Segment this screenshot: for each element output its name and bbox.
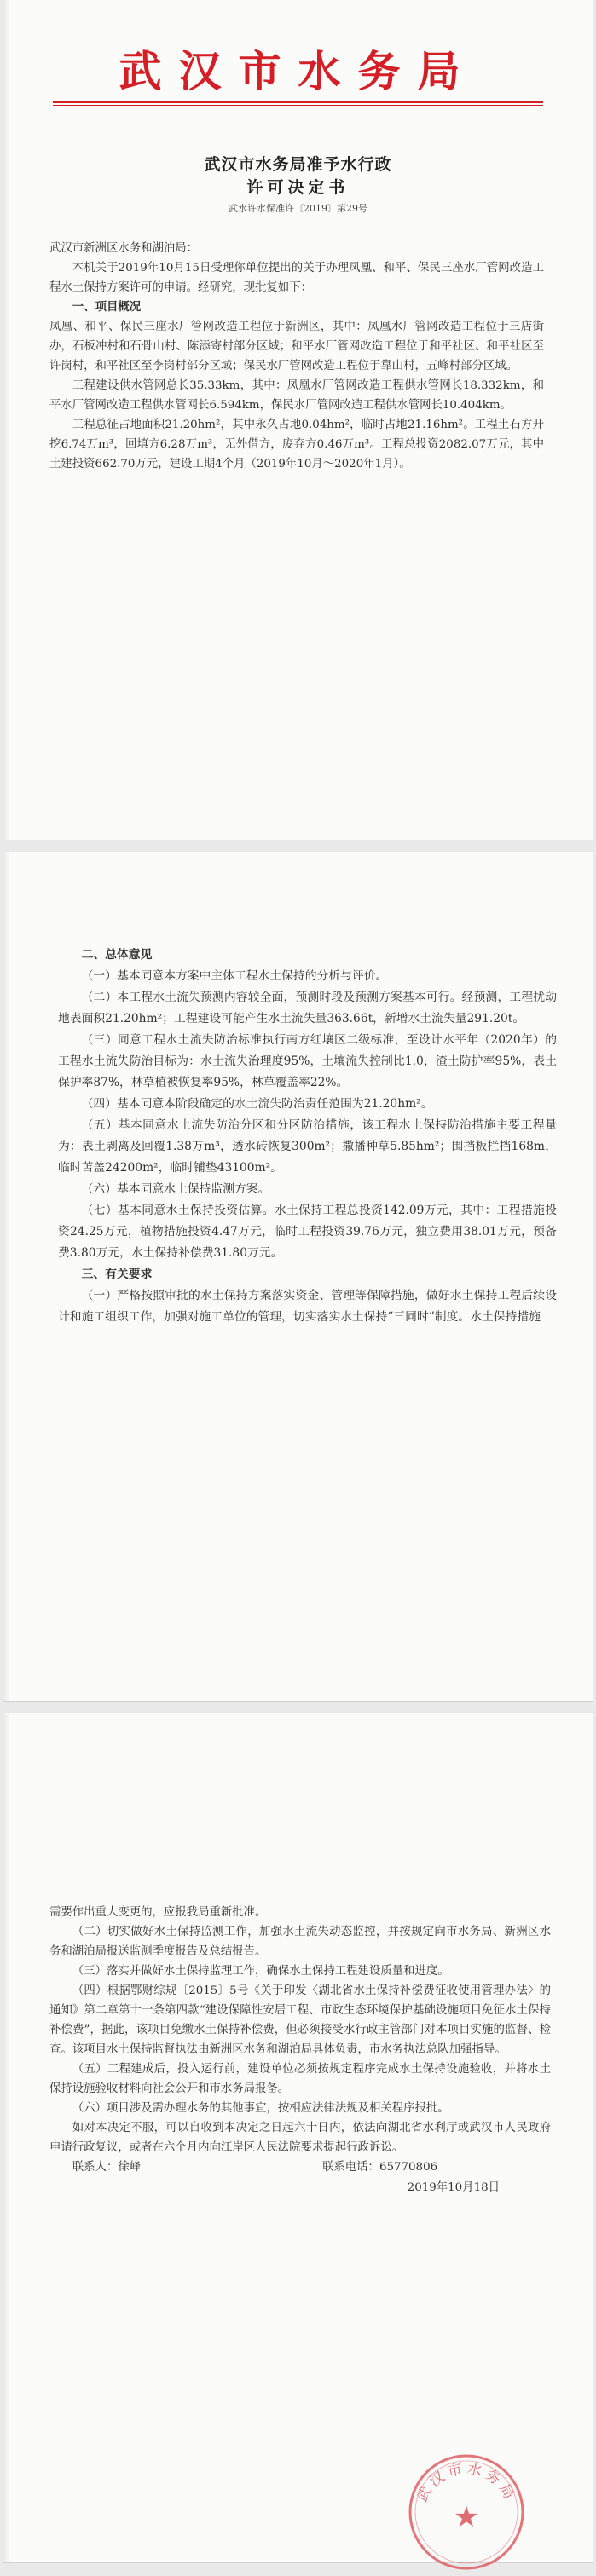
- document-title-line2: 许可决定书: [246, 178, 350, 197]
- paragraph: （七）基本同意水土保持投资估算。水土保持工程总投资142.09万元，其中：工程措施投资24.25万元，植物措施投资4.47万元，临时工程投资39.76万元，独立费用38.01万元，预备费3.80万元，水土保持补偿费31.80万元。: [58, 1204, 557, 1260]
- scan-edge-shadow: [3, 1713, 10, 2562]
- document-page-3: [3, 1713, 593, 2562]
- section-heading: 一、项目概况: [72, 300, 142, 314]
- paragraph: （三）同意工程水土流失防治标准执行南方红壤区二级标准，至设计水平年（2020年）的工程水土流失防治目标为：水土流失治理度95%，土壤流失控制比1.0，渣土防护率95%，表土保护率87%，林草植被恢复率95%，林草覆盖率22%。: [58, 1033, 557, 1089]
- svg-text:武汉市水务局: [414, 2460, 518, 2505]
- paragraph: 武汉市新洲区水务和湖泊局：: [49, 242, 199, 255]
- paragraph: （四）根据鄂财综规〔2015〕5号《关于印发〈湖北省水土保持补偿费征收使用管理办法〉的通知》第二章第十一条第四款“建设保障性安居工程、市政生态环境保护基础设施项目免征水土保持补偿费”，据此，该项目免缴水土保持补偿费，但必须接受水行政主管部门对本项目实施的监督、检查。该项目水土保持监督执法由新洲区水务和湖泊局具体负责，市水务执法总队加强指导。: [49, 1984, 551, 2056]
- issue-date: 2019年10月18日: [407, 2181, 500, 2194]
- paragraph: 工程总征占地面积21.20hm²，其中永久占地0.04hm²，临时占地21.16hm²。工程土石方开挖6.74万m³，回填方6.28万m³，无外借方，废弃方0.46万m³。工程总投资2082.07万元，其中土建投资662.70万元，建设工期4个月（2019年10月～2020年1月）。: [49, 419, 544, 471]
- paragraph: （四）基本同意本阶段确定的水土流失防治责任范围为21.20hm²。: [81, 1097, 433, 1111]
- page3-paragraphs: [49, 1903, 551, 2157]
- scan-edge-shadow: [3, 852, 10, 1701]
- red-rule-thin: [53, 105, 543, 106]
- paragraph: （六）项目涉及需办理水务的其他事宜，按相应法律法规及相关程序报批。: [72, 2102, 449, 2115]
- section-heading: 三、有关要求: [81, 1268, 153, 1281]
- document-title-line1: 武汉市水务局准予水行政: [204, 155, 392, 174]
- document-page-1: [3, 0, 593, 840]
- page2-body: [58, 944, 557, 1328]
- document-page-2: [3, 852, 593, 1701]
- seal-star-icon: ★: [453, 2500, 480, 2534]
- paragraph: 本机关于2019年10月15日受理你单位提出的关于办理凤凰、和平、保民三座水厂管网改造工程水土保持方案许可的申请。经研究，现批复如下：: [49, 262, 544, 294]
- contact-person: 联系人：徐峰: [72, 2161, 142, 2174]
- contact-phone: 联系电话：65770806: [322, 2161, 438, 2174]
- page1-body: [49, 239, 544, 474]
- paragraph: （二）切实做好水土保持监测工作，加强水土流失动态监控，并按规定向市水务局、新洲区水务和湖泊局报送监测季度报告及总结报告。: [49, 1926, 551, 1958]
- paragraph: （二）本工程水土流失预测内容较全面，预测时段及预测方案基本可行。经预测，工程扰动地表面积21.20hm²；工程建设可能产生水土流失量363.66t，新增水土流失量291.20t。: [58, 991, 557, 1025]
- paragraph: （三）落实并做好水土保持监理工作，确保水土保持工程建设质量和进度。: [72, 1965, 449, 1978]
- paragraph: （五）工程建成后，投入运行前，建设单位必须按规定程序完成水土保持设施验收，并将水土保持设施验收材料向社会公开和市水务局报备。: [49, 2063, 551, 2095]
- paragraph: 工程建设供水管网总长35.33km，其中：凤凰水厂管网改造工程供水管网长18.332km，和平水厂管网改造工程供水管网长6.594km，保民水厂管网改造工程供水管网长10.404km。: [49, 379, 544, 412]
- document-number: 武水许水保准许〔2019〕第29号: [229, 203, 367, 214]
- paragraph: 凤凰、和平、保民三座水厂管网改造工程位于新洲区，其中：凤凰水厂管网改造工程位于三店街办，石板冲村和石骨山村、陈添寄村部分区域；和平水厂管网改造工程位于和平社区、和平社区至许岗村，和平社区至李岗村部分区域；保民水厂管网改造工程位于靠山村，五峰村部分区域。: [49, 321, 544, 373]
- contact-row: [49, 2157, 551, 2178]
- paragraph: （一）严格按照审批的水土保持方案落实资金、管理等保障措施，做好水土保持工程后续设计和施工组织工作，加强对施工单位的管理，切实落实水土保持“三同时”制度。水土保持措施: [58, 1289, 557, 1324]
- paragraph: （六）基本同意水土保持监测方案。: [81, 1182, 270, 1196]
- org-banner: 武汉市水务局: [119, 46, 477, 96]
- paragraph: 需要作出重大变更的，应报我局重新批准。: [49, 1906, 267, 1919]
- section-heading: 二、总体意见: [81, 948, 153, 962]
- paragraph: （五）基本同意水土流失防治分区和分区防治措施，该工程水土保持防治措施主要工程量为：表土剥离及回覆1.38万m³，透水砖恢复300m²；撒播种草5.85hm²；围挡板拦挡168m，临时苫盖24200m²，临时铺垫43100m²。: [58, 1118, 557, 1175]
- official-seal: [402, 2448, 530, 2576]
- page3-body: [49, 1903, 551, 2198]
- seal-text: 武汉市水务局: [414, 2460, 519, 2505]
- scan-edge-shadow: [3, 0, 10, 840]
- paragraph: （一）基本同意本方案中主体工程水土保持的分析与评价。: [81, 969, 388, 983]
- red-rule-thick: [53, 101, 543, 103]
- paragraph: 如对本决定不服，可以自收到本决定之日起六十日内，依法向湖北省水利厅或武汉市人民政府申请行政复议，或者在六个月内向江岸区人民法院要求提起行政诉讼。: [49, 2122, 551, 2154]
